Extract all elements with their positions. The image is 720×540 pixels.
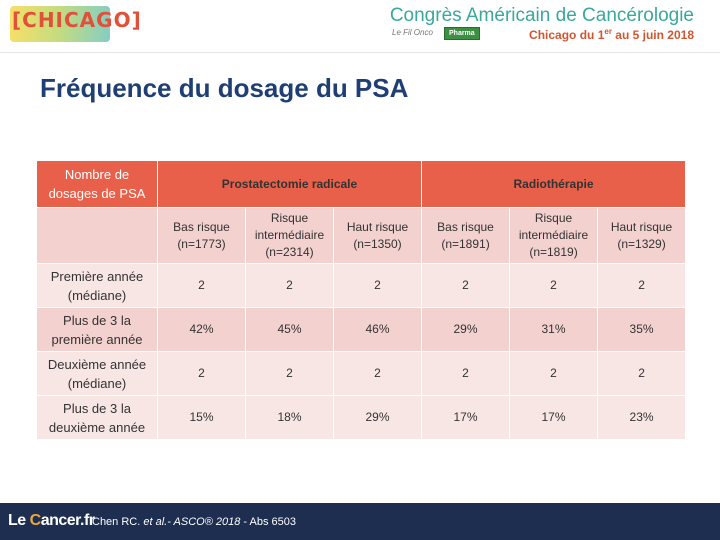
- subheader: Risque intermédiaire (n=2314): [246, 208, 334, 264]
- lecancer-logo: [8, 512, 95, 530]
- pharma-badge: Pharma: [444, 27, 480, 40]
- table-row: [37, 396, 686, 440]
- row-label: Première année (médiane): [37, 264, 158, 308]
- table-cell: 2: [246, 352, 334, 396]
- subheader: Bas risque (n=1891): [422, 208, 510, 264]
- subheader: Haut risque (n=1329): [598, 208, 686, 264]
- table-cell: 42%: [158, 308, 246, 352]
- citation-abs: - Abs 6503: [240, 516, 296, 528]
- table-cell: 35%: [598, 308, 686, 352]
- logo-suffix: ancer.fr: [40, 512, 95, 529]
- group-header-prostatectomie: Prostatectomie radicale: [158, 161, 422, 208]
- fil-rouge-logo: Le Fil Onco: [392, 28, 433, 37]
- table-cell: 17%: [510, 396, 598, 440]
- row-label: Plus de 3 la deuxième année: [37, 396, 158, 440]
- dates-suffix: au 5 juin 2018: [611, 28, 694, 42]
- subheader-empty: [37, 208, 158, 264]
- logo-prefix: Le: [8, 512, 30, 529]
- row-label: Plus de 3 la première année: [37, 308, 158, 352]
- dates-sup: er: [604, 27, 612, 36]
- table-row: [37, 352, 686, 396]
- table-cell: 31%: [510, 308, 598, 352]
- table-row: [37, 264, 686, 308]
- table-cell: 17%: [422, 396, 510, 440]
- footer: [0, 503, 720, 540]
- table-cell: 45%: [246, 308, 334, 352]
- table-cell: 2: [598, 352, 686, 396]
- group-header-radiotherapie: Radiothérapie: [422, 161, 686, 208]
- table-cell: 23%: [598, 396, 686, 440]
- corner-label: Nombre de dosages de PSA: [37, 161, 158, 208]
- citation-source: - ASCO® 2018: [167, 516, 241, 528]
- citation-author: Chen RC.: [92, 516, 144, 528]
- subheader: Risque intermédiaire (n=1819): [510, 208, 598, 264]
- header: [0, 0, 720, 50]
- table-cell: 2: [246, 264, 334, 308]
- table-cell: 29%: [334, 396, 422, 440]
- subheader: Bas risque (n=1773): [158, 208, 246, 264]
- table-cell: 15%: [158, 396, 246, 440]
- citation-etal: et al.: [143, 516, 168, 528]
- table-cell: 2: [510, 264, 598, 308]
- subheader: Haut risque (n=1350): [334, 208, 422, 264]
- table-cell: 2: [334, 264, 422, 308]
- table-cell: 2: [510, 352, 598, 396]
- citation: [92, 516, 296, 528]
- table-cell: 2: [158, 352, 246, 396]
- table-cell: 2: [334, 352, 422, 396]
- conference-title: Congrès Américain de Cancérologie: [389, 5, 694, 26]
- logo-c: C: [29, 512, 41, 529]
- table-cell: 46%: [334, 308, 422, 352]
- header-divider: [0, 52, 720, 53]
- psa-table: [36, 160, 686, 440]
- table-header-row: [37, 161, 686, 208]
- table-cell: 2: [422, 264, 510, 308]
- table-cell: 2: [158, 264, 246, 308]
- row-label: Deuxième année (médiane): [37, 352, 158, 396]
- table-row: [37, 308, 686, 352]
- conference-dates: [529, 27, 694, 42]
- table-subheader-row: [37, 208, 686, 264]
- table-cell: 18%: [246, 396, 334, 440]
- chicago-logo-text: [CHICAGO]: [12, 8, 142, 32]
- dates-prefix: Chicago du 1: [529, 28, 605, 42]
- table-cell: 2: [598, 264, 686, 308]
- table-cell: 2: [422, 352, 510, 396]
- slide-title: Fréquence du dosage du PSA: [40, 73, 409, 103]
- table-cell: 29%: [422, 308, 510, 352]
